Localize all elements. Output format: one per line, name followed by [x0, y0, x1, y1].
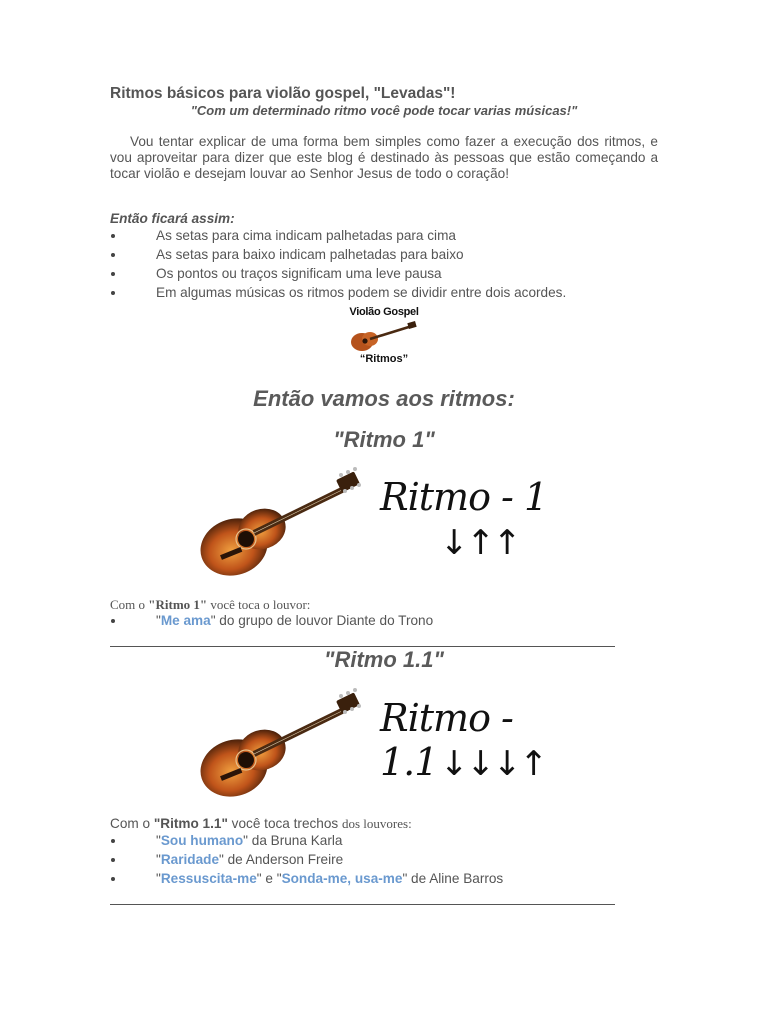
song-link[interactable]: Me ama [160, 613, 211, 628]
guitar-icon [196, 688, 366, 803]
song-link[interactable]: Raridade [160, 852, 219, 867]
ritmo-1-label: Ritmo - 1 [380, 475, 548, 519]
ritmo-1-1-illustration [196, 688, 576, 803]
violao-gospel-logo [346, 305, 422, 369]
ritmo-1-songs [110, 611, 433, 630]
ritmo-1-illustration [196, 467, 576, 582]
list-item: As setas para cima indicam palhetadas para cima [110, 226, 566, 245]
small-guitar-icon [350, 320, 418, 354]
logo-title: Violão Gospel [349, 306, 419, 318]
song-link[interactable]: Sou humano [160, 833, 244, 848]
page-title: Ritmos básicos para violão gospel, "Levadas"! [110, 85, 456, 102]
list-item: Em algumas músicas os ritmos podem se dividir entre dois acordes. [110, 283, 566, 302]
list-item: "Raridade" de Anderson Freire [110, 850, 503, 869]
intro-text: Vou tentar explicar de uma forma bem simples como fazer a execução dos ritmos, e vou aproveitar para dizer que este blog é destinado às pessoas que estão começando a tocar violão e desejam louvar ao Senhor Jesus de todo o coração! [110, 134, 658, 181]
ritmo-1-intro: Com o "Ritmo 1" você toca o louvor: [110, 597, 311, 612]
list-item: As setas para baixo indicam palhetadas para baixo [110, 245, 566, 264]
page-subtitle: "Com um determinado ritmo você pode tocar varias músicas!" [190, 103, 578, 118]
rules-label: Então ficará assim: [110, 211, 235, 226]
guitar-icon [196, 467, 366, 582]
logo-subtitle: “Ritmos” [359, 353, 409, 365]
song-link[interactable]: Ressuscita-me [160, 871, 257, 886]
divider [110, 904, 615, 905]
rules-list [110, 226, 566, 302]
ritmo-1-1-intro: Com o "Ritmo 1.1" você toca trechos dos louvores: [110, 816, 412, 831]
list-item: Os pontos ou traços significam uma leve pausa [110, 264, 566, 283]
list-item: "Me ama" do grupo de louvor Diante do Trono [110, 611, 433, 630]
list-item: "Sou humano" da Bruna Karla [110, 831, 503, 850]
ritmo-1-heading: "Ritmo 1" [333, 427, 435, 452]
ritmo-1-arrows: ↓↑↑ [440, 523, 520, 563]
ritmo-1-1-arrows: ↓↓↓↑ [440, 744, 546, 784]
song-link[interactable]: Sonda-me, usa-me [281, 871, 403, 886]
ritmo-1-1-heading: "Ritmo 1.1" [324, 647, 444, 672]
list-item: "Ressuscita-me" e "Sonda-me, usa-me" de Aline Barros [110, 869, 503, 888]
ritmo-1-1-label: Ritmo - 1.1 [380, 696, 513, 784]
ritmo-1-1-songs [110, 831, 503, 888]
intro-paragraph [110, 134, 658, 182]
section-heading: Então vamos aos ritmos: [253, 386, 515, 411]
